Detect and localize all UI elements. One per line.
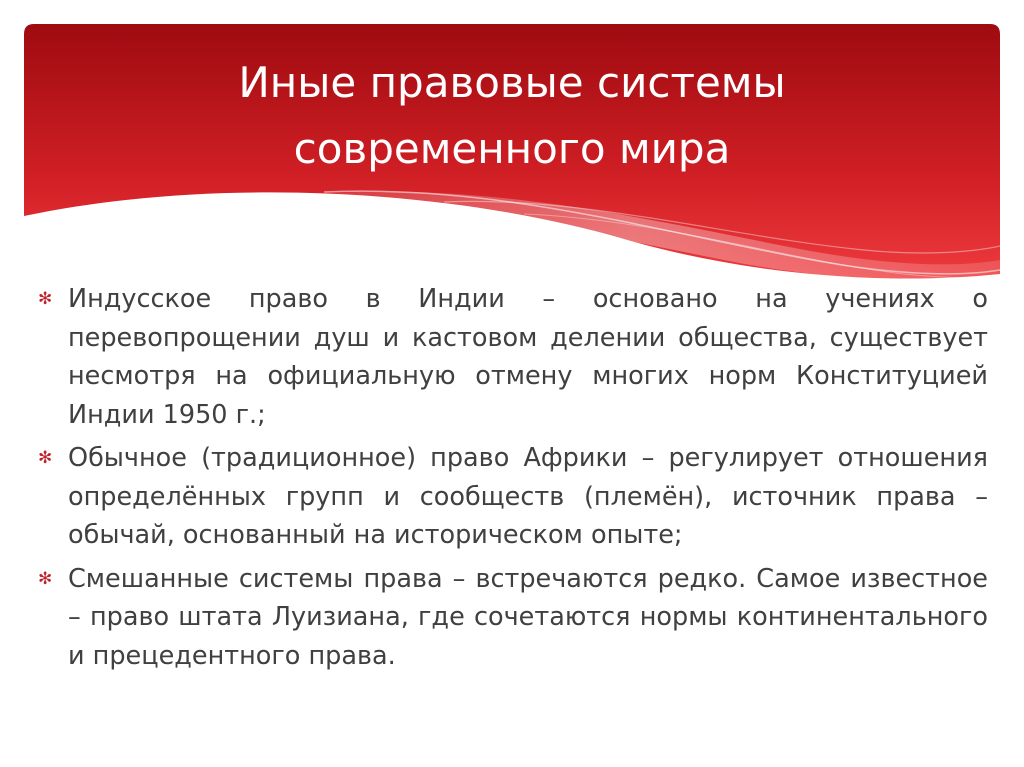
list-item: [38, 439, 988, 555]
list-item-text: Обычное (традиционное) право Африки – регулирует отношения определённых групп и сообществ (племён), источник права – обычай, основанный на историческом опыте;: [68, 443, 988, 550]
asterisk-bullet-icon: ✻: [38, 568, 53, 589]
title-banner: [24, 24, 1000, 284]
slide-title-line-2: современного мира: [293, 124, 731, 173]
list-item-text: Индусское право в Индии – основано на учениях о перевопрощении душ и кастовом делении общества, существует несмотря на официальную отмену многих норм Конституцией Индии 1950 г.;: [68, 284, 988, 430]
slide-title-line-1: Иные правовые системы: [238, 58, 786, 107]
list-item-text: Смешанные системы права – встречаются редко. Самое известное – право штата Луизиана, где сочетаются нормы континентального и прецедентного права.: [68, 563, 988, 671]
list-item: [38, 280, 988, 434]
asterisk-bullet-icon: ✻: [38, 448, 53, 468]
list-item: [38, 560, 988, 676]
bullet-list: [38, 280, 988, 680]
slide-title: [24, 50, 1000, 182]
asterisk-bullet-icon: ✻: [38, 289, 53, 309]
